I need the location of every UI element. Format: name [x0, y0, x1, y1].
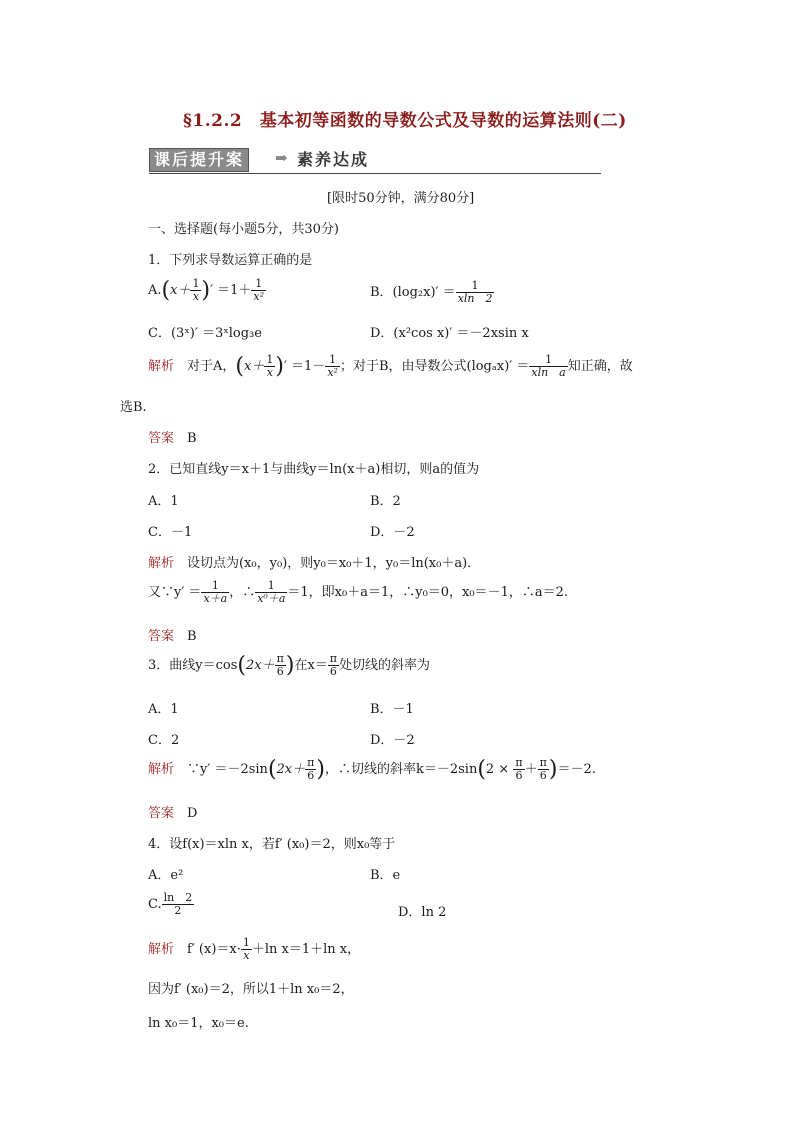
- q2-answer: 答案 B: [148, 629, 197, 644]
- q3-option-b: B．－1: [370, 702, 414, 717]
- q4-option-d: D．ln 2: [398, 905, 447, 920]
- q3-option-c: C．2: [148, 733, 180, 748]
- arrow-right-icon: ➡: [275, 149, 288, 167]
- q1-answer: 答案 B: [148, 431, 197, 446]
- q2-option-b: B．2: [370, 494, 401, 509]
- banner-label: 课后提升案: [149, 148, 249, 172]
- question-3: 3．曲线y＝cos(2x＋ $\frac{\pi}{6}$ )在x＝ $\frac{\pi}{6}$ 处切线的斜率为: [148, 652, 431, 678]
- q2-solution-2: 又∵y′ ＝ $\frac{1}{x+a}$ ，∴ $\frac{1}{\text{x⁰＋a}}$ ＝1，即x₀＋a＝1，∴y₀＝0，x₀＝－1，∴a＝2.: [148, 579, 569, 605]
- q3-option-d: D．－2: [370, 733, 415, 748]
- question-2: 2．已知直线y＝x＋1与曲线y＝ln(x＋a)相切，则a的值为: [148, 462, 480, 477]
- q4-option-b: B．e: [370, 868, 401, 883]
- q3-solution: 解析 ∵y′ ＝－2sin(2x＋ $\frac{\pi}{6}$ )，∴切线的斜率k＝－2sin(2 × $\frac{\pi}{6}$ ＋ $\frac{\pi}{6}$ )＝－2.: [148, 756, 596, 782]
- q4-solution: 解析 f′ (x)＝x· $\frac{1}{x}$ ＋ln x＝1＋ln x，: [148, 936, 361, 962]
- q1-option-a: A.(x＋ $\frac{1}{x}$ )′ ＝1＋ $\frac{1}{\text{x²}}$: [148, 277, 265, 303]
- q2-option-d: D．－2: [370, 525, 415, 540]
- q4-solution-2: 因为f′ (x₀)＝2，所以1＋ln x₀＝2，: [148, 982, 354, 997]
- q1-solution: 解析 对于A，(x＋ $\frac{1}{x}$ )′ ＝1－ $\frac{1}{\text{x²}}$ ；对于B，由导数公式(logₐx)′ ＝ $\frac{1}{\text{xln a}}$ 知正确，故: [148, 353, 633, 379]
- section-heading: 一、选择题(每小题5分，共30分): [148, 222, 339, 237]
- time-limit: [限时50分钟，满分80分]: [327, 191, 475, 206]
- q2-solution: 解析 设切点为(x₀，y₀)，则y₀＝x₀＋1，y₀＝ln(x₀＋a)．: [148, 556, 481, 571]
- q4-option-c: C. $\frac{\ln 2}{2}$: [148, 891, 193, 917]
- divider: [149, 173, 601, 174]
- banner-text: 素养达成: [297, 150, 370, 169]
- q2-option-c: C．－1: [148, 525, 193, 540]
- page-title: §1.2.2 基本初等函数的导数公式及导数的运算法则(二): [183, 111, 627, 131]
- question-1: 1．下列求导数运算正确的是: [148, 253, 313, 268]
- q1-solution-cont: 选B.: [120, 400, 147, 415]
- q1-option-c: C．(3ˣ)′ ＝3ˣlog₃e: [148, 326, 262, 341]
- q4-solution-3: ln x₀＝1，x₀＝e.: [148, 1016, 249, 1031]
- section-banner: [149, 146, 601, 174]
- q2-option-a: A．1: [148, 494, 179, 509]
- question-4: 4．设f(x)＝xln x，若f′ (x₀)＝2，则x₀等于: [148, 837, 396, 852]
- q1-option-b: B．(log₂x)′ ＝ $\frac{1}{xln 2}$: [370, 279, 493, 305]
- q1-option-d: D．(x²cos x)′ ＝－2xsin x: [370, 326, 529, 341]
- q4-option-a: A．e²: [148, 868, 184, 883]
- q3-option-a: A．1: [148, 702, 179, 717]
- q3-answer: 答案 D: [148, 806, 198, 821]
